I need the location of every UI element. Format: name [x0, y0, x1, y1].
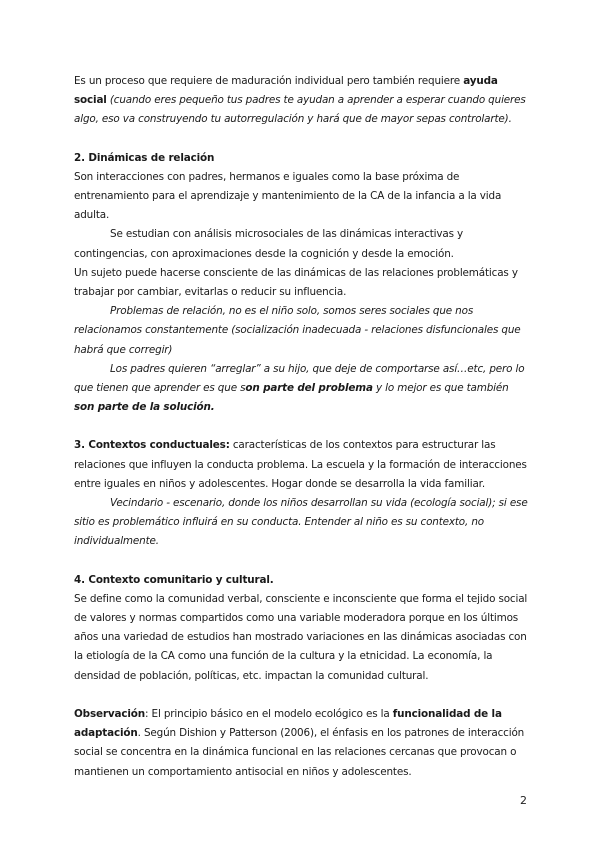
- italic-paragraph: Problemas de relación, no es el niño solo, somos seres sociales que nos relacionamos constantemente (socialización inadecuada - relaciones disfuncionales que habrá que corregir): [74, 305, 521, 356]
- italic-text: Los padres quieren “arreglar” a su hijo, que deje de comportarse así…etc, pero lo que tienen que aprender es que s: [74, 362, 525, 395]
- paragraph: Son interacciones con padres, hermanos e iguales como la base próxima de entrenamiento para el aprendizaje y mantenimiento de la CA de la infancia a la vida adulta.: [74, 170, 502, 222]
- section-heading-2: 2. Dinámicas de relación: [74, 151, 215, 164]
- bold-text: son parte de la solución.: [74, 401, 215, 414]
- text: características de los contextos para estructurar las relaciones que influyen la conducta problema. La escuela y la formación de interacciones entre iguales en niños y adolescentes. Hogar donde se desarrolla la vida familiar.: [74, 439, 527, 490]
- section-heading-3: 3. Contextos conductuales:: [74, 439, 230, 452]
- section-heading-4: 4. Contexto comunitario y cultural.: [74, 573, 274, 586]
- paragraph: Un sujeto puede hacerse consciente de las dinámicas de las relaciones problemáticas y trabajar por cambiar, evitarlas o reducir su influencia.: [74, 266, 518, 299]
- italic-text: (cuando eres pequeño tus padres te ayudan a aprender a esperar cuando quieres algo, eso va construyendo tu autorregulación y hará que de mayor sepas controlarte).: [74, 94, 526, 126]
- paragraph: Se define como la comunidad verbal, consciente e inconsciente que forma el tejido social de valores y normas compartidos como una variable moderadora porque en los últimos años una variedad de estudios han mostrado variaciones en las dinámicas asociadas con la etiología de la CA como una función de la cultura y la etnicidad. La economía, la densidad de población, políticas, etc. impactan la comunidad cultural.: [74, 592, 528, 682]
- italic-paragraph: [74, 360, 530, 418]
- bold-text: ayuda social: [74, 75, 498, 107]
- page-number: 2: [520, 794, 527, 807]
- text: : El principio básico en el modelo ecológico es la: [145, 707, 393, 720]
- bold-text: funcionalidad de la adaptación: [74, 707, 502, 740]
- bold-text: Observación: [74, 707, 146, 720]
- paragraph-intro: [74, 72, 530, 130]
- italic-text: y lo mejor es que también: [372, 382, 509, 395]
- bold-text: on parte del problema: [245, 382, 373, 395]
- paragraph: Se estudian con análisis microsociales de las dinámicas interactivas y contingencias, con aproximaciones desde la cognición y desde la emoción.: [74, 228, 464, 260]
- text: Es un proceso que requiere de maduración individual pero también requiere: [74, 75, 464, 87]
- italic-paragraph: Vecindario - escenario, donde los niños desarrollan su vida (ecología social); si ese sitio es problemático influirá en su conducta. Entender al niño es su contexto, no individualmente.: [74, 497, 528, 548]
- observation-paragraph: [74, 705, 530, 782]
- text: . Según Dishion y Patterson (2006), el énfasis en los patrones de interacción social se concentra en la dinámica funcional en las relaciones cercanas que provocan o mantienen un comportamiento antisocial en niños y adolescentes.: [74, 727, 525, 778]
- document-body: [74, 72, 530, 782]
- paragraph: [74, 436, 530, 494]
